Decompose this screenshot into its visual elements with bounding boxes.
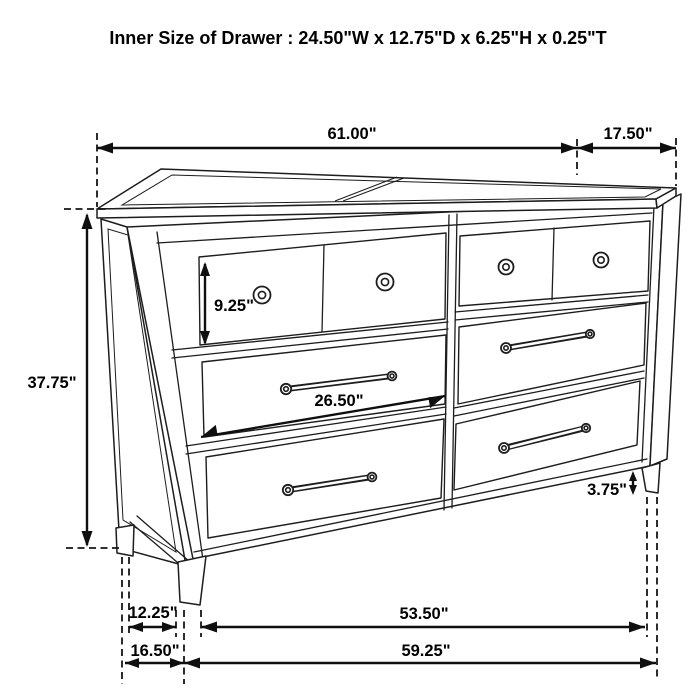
dim-top-depth-label: 17.50" <box>603 125 653 143</box>
dim-leg-span-side-label: 12.25" <box>128 604 178 622</box>
dim-top-width-label: 61.00" <box>327 125 377 143</box>
dim-leg-height-label: 3.75" <box>587 481 627 499</box>
dim-top-depth <box>577 125 676 154</box>
dim-drawer-width-label: 26.50" <box>314 392 364 410</box>
dim-overall-height <box>27 213 92 547</box>
dim-leg-span-front <box>201 605 645 633</box>
dim-base-width <box>184 642 656 669</box>
front-right-leg <box>642 463 660 493</box>
dim-base-depth-label: 16.50" <box>130 642 180 660</box>
dim-leg-span-side <box>128 604 177 632</box>
dresser-illustration <box>97 169 681 605</box>
dim-base-width-label: 59.25" <box>401 642 451 660</box>
front-left-leg <box>178 556 206 605</box>
page-title: Inner Size of Drawer : 24.50"W x 12.75"D x 6.25"H x 0.25"T <box>109 28 607 48</box>
back-left-leg <box>116 525 134 556</box>
dim-leg-span-front-label: 53.50" <box>399 605 449 623</box>
dim-top-drawer-height-label: 9.25" <box>214 297 254 315</box>
dim-top-width <box>97 125 577 154</box>
dim-overall-height-label: 37.75" <box>27 374 77 392</box>
drawer-top-right <box>459 221 650 306</box>
dim-base-depth <box>125 642 184 668</box>
